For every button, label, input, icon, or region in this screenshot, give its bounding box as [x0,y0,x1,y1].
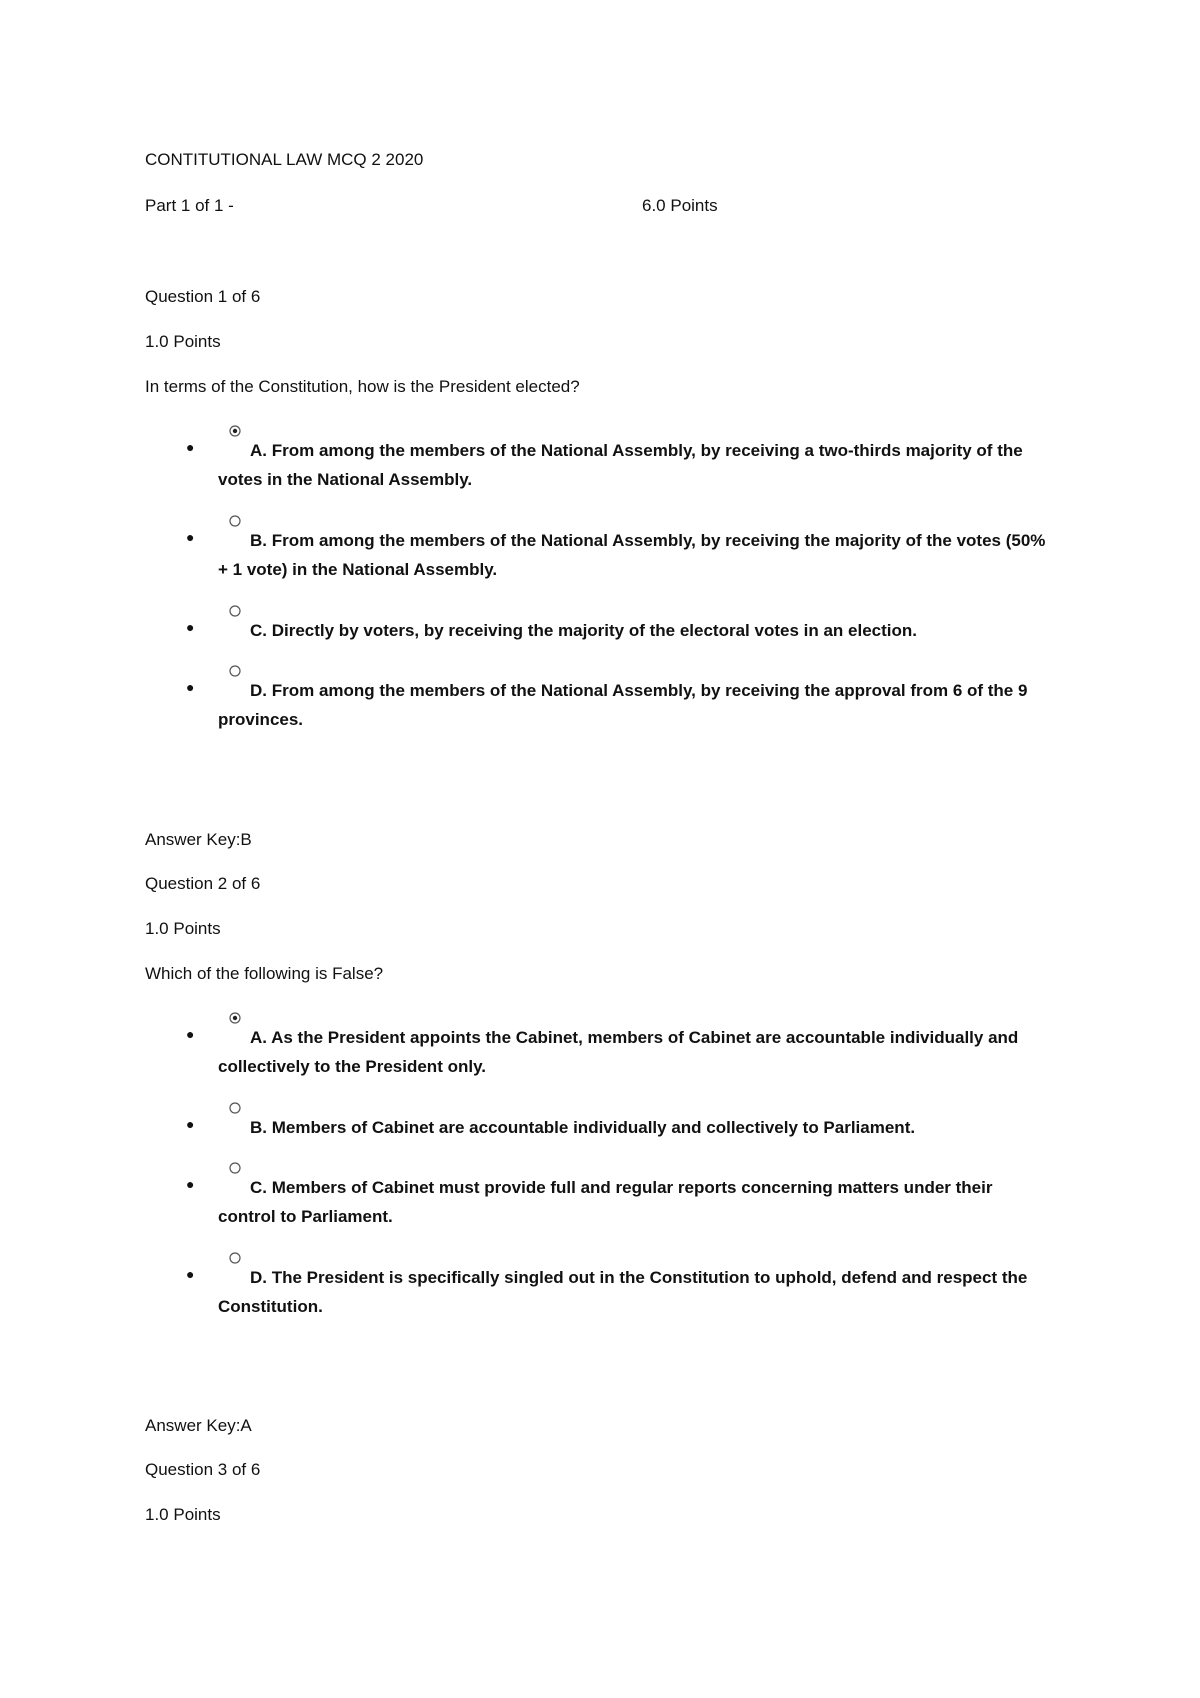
question-points: 1.0 Points [145,919,221,938]
option-text: A. As the President appoints the Cabinet, members of Cabinet are accountable individually and collectively to the President only. [218,1028,1019,1076]
part-points: 6.0 Points [642,196,718,215]
question-header: Question 1 of 6 [145,287,261,306]
option-text: B. From among the members of the National Assembly, by receiving the majority of the votes (50% + 1 vote) in the National Assembly. [218,531,1046,579]
answer-key: Answer Key:A [145,1416,252,1435]
option-text: D. The President is specifically singled out in the Constitution to uphold, defend and respect the Constitution. [218,1268,1028,1316]
bullet: ● [186,1116,195,1132]
question-header: Question 3 of 6 [145,1460,261,1479]
question-prompt: Which of the following is False? [145,964,384,983]
bullet: ● [186,1026,195,1042]
bullet: ● [186,619,195,635]
option-text: A. From among the members of the National Assembly, by receiving a two-thirds majority of the votes in the National Assembly. [218,441,1023,489]
bullet: ● [186,529,195,545]
part-label: Part 1 of 1 - [145,196,234,215]
document-title: CONTITUTIONAL LAW MCQ 2 2020 [145,150,424,169]
question-points: 1.0 Points [145,1505,221,1524]
answer-key: Answer Key:B [145,830,252,849]
option-text: C. Members of Cabinet must provide full and regular reports concerning matters under their control to Parliament. [218,1178,993,1226]
question-prompt: In terms of the Constitution, how is the President elected? [145,377,580,396]
bullet: ● [186,1266,195,1282]
question-header: Question 2 of 6 [145,874,261,893]
question-points: 1.0 Points [145,332,221,351]
bullet: ● [186,439,195,455]
option-text: D. From among the members of the National Assembly, by receiving the approval from 6 of the 9 provinces. [218,681,1028,729]
bullet: ● [186,1176,195,1192]
option-text: C. Directly by voters, by receiving the majority of the electoral votes in an election. [250,621,917,640]
bullet: ● [186,679,195,695]
option-text: B. Members of Cabinet are accountable individually and collectively to Parliament. [250,1118,916,1137]
